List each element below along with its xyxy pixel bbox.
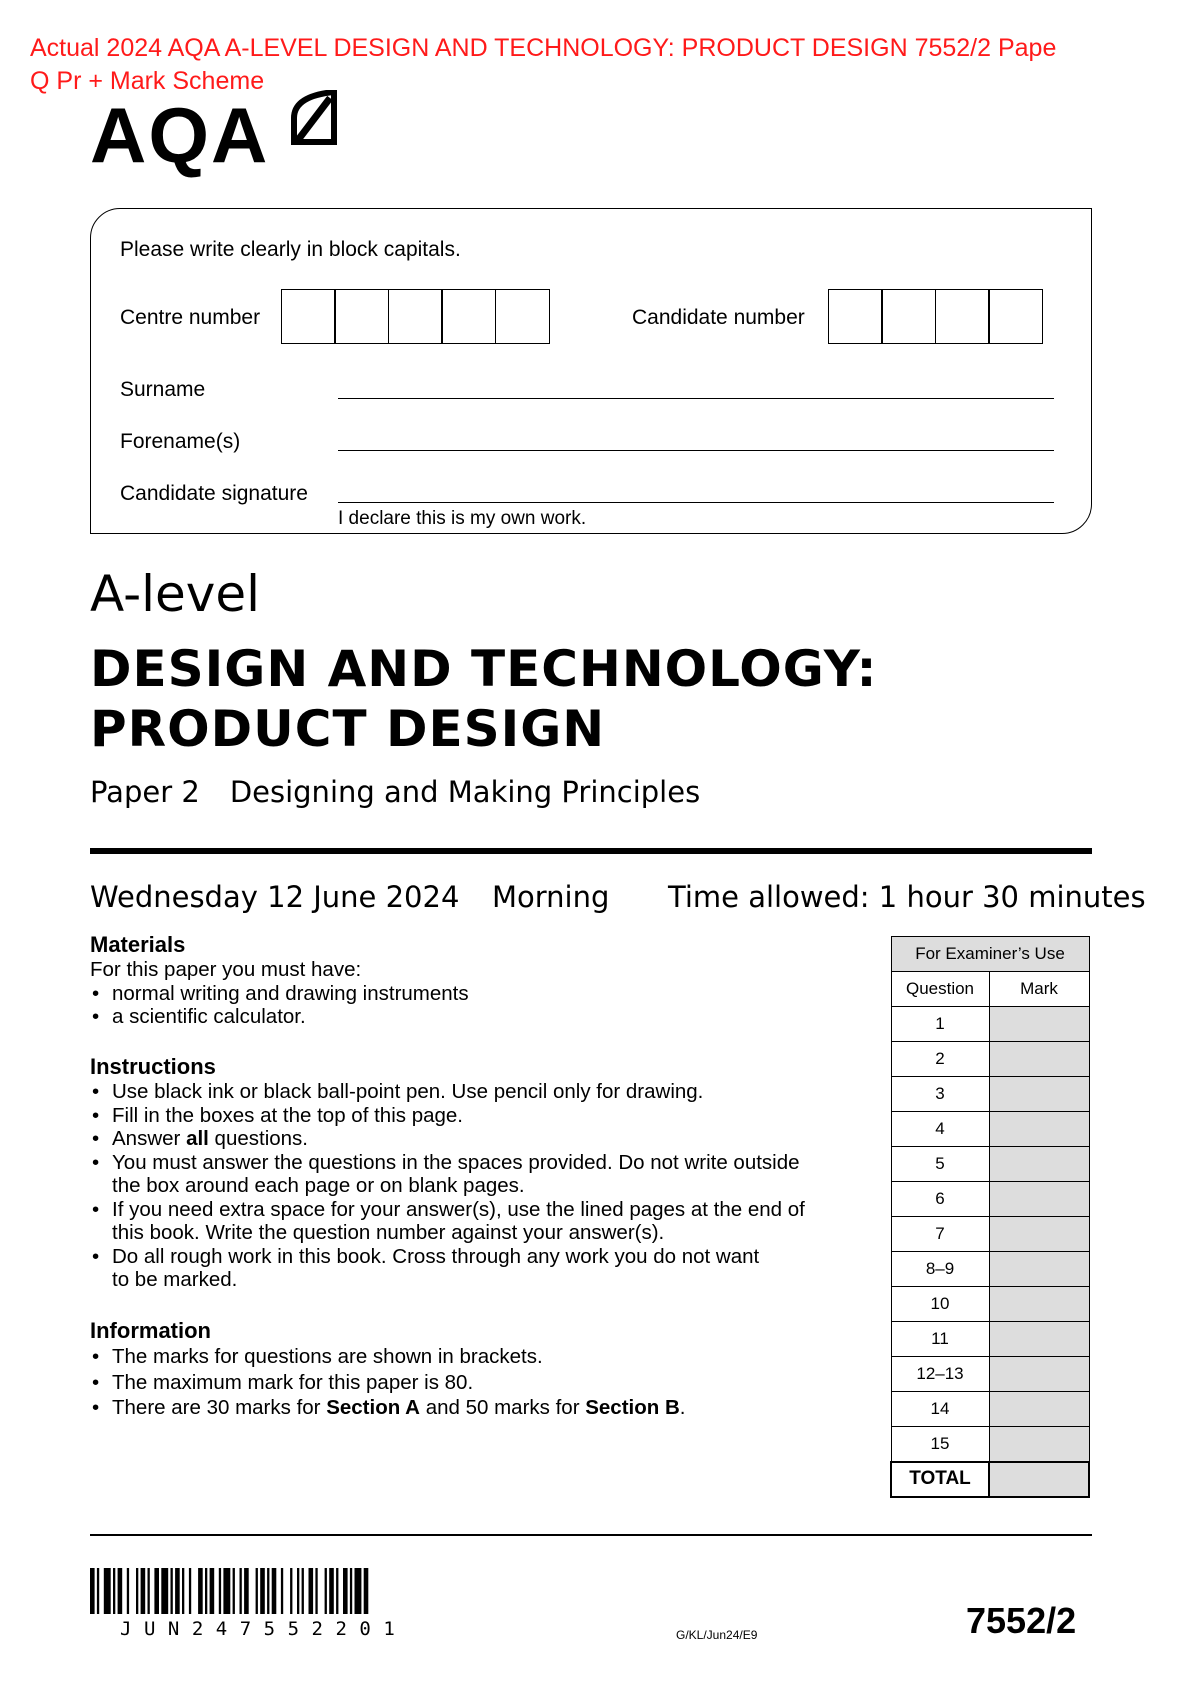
text-run: to be marked.: [112, 1268, 238, 1291]
barcode-icon: [90, 1568, 470, 1614]
text-run: this book. Write the question number against your answer(s).: [112, 1221, 665, 1244]
question-number: 5: [891, 1147, 989, 1182]
table-row: [891, 1077, 1089, 1112]
text-run-bold: Section A: [326, 1396, 420, 1419]
materials-heading: Materials: [90, 932, 186, 957]
total-row: [891, 1462, 1089, 1497]
text-run: Do all rough work in this book. Cross through any work you do not want: [112, 1244, 760, 1268]
candidate-digit-box[interactable]: [988, 289, 1043, 344]
list-item: • a scientific calculator.: [90, 1005, 870, 1029]
table-row: [891, 1287, 1089, 1322]
table-row: [891, 1252, 1089, 1287]
logo-leaf-icon: [290, 90, 338, 148]
signature-label: Candidate signature: [120, 482, 308, 505]
centre-digit-box[interactable]: [441, 289, 496, 344]
table-row: [891, 1007, 1089, 1042]
table-row: [891, 1147, 1089, 1182]
exam-level: A-level: [90, 565, 261, 623]
list-item: • The maximum mark for this paper is 80.: [90, 1370, 870, 1396]
candidate-digit-box[interactable]: [935, 289, 990, 344]
mark-cell: [989, 1392, 1089, 1427]
centre-number-boxes[interactable]: [282, 289, 550, 344]
text-run: Answer: [112, 1127, 187, 1150]
materials-list: [90, 982, 870, 1029]
mark-cell: [989, 1217, 1089, 1252]
centre-number-label: Centre number: [120, 306, 261, 329]
question-number: 1: [891, 1007, 989, 1042]
table-row: [891, 1042, 1089, 1077]
mark-cell: [989, 1357, 1089, 1392]
exam-title-line-2: PRODUCT DESIGN: [90, 700, 606, 758]
banner-line-2: Q Pr + Mark Scheme: [30, 67, 265, 95]
surname-field[interactable]: [338, 398, 1054, 399]
list-item: • normal writing and drawing instruments: [90, 982, 870, 1006]
table-row: [891, 1357, 1089, 1392]
materials-section: [90, 932, 870, 1029]
instructions-list: [90, 1080, 870, 1292]
text-run: If you need extra space for your answer(s), use the lined pages at the end of: [112, 1197, 805, 1221]
examiner-table-header: For Examiner’s Use: [891, 937, 1089, 972]
question-number: 3: [891, 1077, 989, 1112]
mark-cell: [989, 1322, 1089, 1357]
paper-number: Paper 2: [90, 775, 200, 809]
paper-heading: [90, 775, 700, 809]
question-number: 12–13: [891, 1357, 989, 1392]
question-column-header: Question: [891, 972, 989, 1007]
paper-code: 7552/2: [966, 1600, 1077, 1641]
table-row: [891, 1427, 1089, 1462]
text-run-bold: Section B: [585, 1396, 680, 1419]
question-number: 15: [891, 1427, 989, 1462]
paper-reference: G/KL/Jun24/E9: [676, 1628, 758, 1642]
exam-session: Morning: [492, 880, 610, 914]
mark-cell: [989, 1112, 1089, 1147]
barcode-text: JUN247552201: [120, 1618, 408, 1640]
list-item: • Use black ink or black ball-point pen. Use pencil only for drawing.: [90, 1080, 870, 1104]
declaration-text: I declare this is my own work.: [338, 508, 587, 529]
table-row: [891, 1217, 1089, 1252]
exam-date: Wednesday 12 June 2024: [90, 880, 460, 914]
aqa-logo: [90, 90, 350, 180]
document-banner: [30, 32, 1190, 98]
paper-title: Designing and Making Principles: [229, 775, 701, 809]
mark-column-header: Mark: [989, 972, 1089, 1007]
centre-digit-box[interactable]: [388, 289, 443, 344]
banner-line-1: Actual 2024 AQA A-LEVEL DESIGN AND TECHNOLOGY: PRODUCT DESIGN 7552/2 Pape: [30, 34, 1057, 62]
mark-cell: [989, 1077, 1089, 1112]
list-item: [90, 1198, 870, 1245]
logo-text: AQA: [90, 91, 270, 179]
question-number: 14: [891, 1392, 989, 1427]
list-item: [90, 1127, 870, 1151]
signature-field[interactable]: [338, 502, 1054, 503]
text-run: You must answer the questions in the spaces provided. Do not write outside: [112, 1150, 800, 1174]
question-number: 7: [891, 1217, 989, 1252]
mark-cell: [989, 1427, 1089, 1462]
total-mark-cell: [989, 1462, 1089, 1497]
list-item: [90, 1395, 870, 1421]
information-section: [90, 1318, 870, 1421]
instructions-section: [90, 1054, 870, 1292]
mark-cell: [989, 1252, 1089, 1287]
materials-intro: For this paper you must have:: [90, 958, 362, 981]
information-heading: Information: [90, 1318, 211, 1343]
time-allowed: Time allowed: 1 hour 30 minutes: [668, 880, 1146, 914]
question-number: 10: [891, 1287, 989, 1322]
question-number: 2: [891, 1042, 989, 1077]
candidate-digit-box[interactable]: [881, 289, 936, 344]
mark-cell: [989, 1287, 1089, 1322]
mark-cell: [989, 1007, 1089, 1042]
centre-digit-box[interactable]: [334, 289, 389, 344]
text-run: There are 30 marks for: [112, 1396, 327, 1419]
list-item: [90, 1151, 870, 1198]
mark-cell: [989, 1147, 1089, 1182]
exam-title-line-1: DESIGN AND TECHNOLOGY:: [90, 640, 878, 698]
total-label: TOTAL: [891, 1462, 989, 1497]
list-item: [90, 1245, 870, 1292]
question-number: 11: [891, 1322, 989, 1357]
text-run: questions.: [208, 1127, 309, 1150]
instructions-heading: Instructions: [90, 1054, 216, 1079]
candidate-number-label: Candidate number: [632, 306, 805, 329]
mark-cell: [989, 1182, 1089, 1217]
list-item: • Fill in the boxes at the top of this page.: [90, 1104, 870, 1128]
text-run: .: [679, 1396, 686, 1419]
information-list: [90, 1344, 870, 1421]
question-number: 8–9: [891, 1252, 989, 1287]
table-row: [891, 1322, 1089, 1357]
examiner-use-table: [890, 936, 1090, 1498]
centre-digit-box[interactable]: [281, 289, 336, 344]
forename-field[interactable]: [338, 450, 1054, 451]
mark-cell: [989, 1042, 1089, 1077]
footer-divider: [90, 1534, 1092, 1536]
text-run-bold: all: [186, 1127, 209, 1150]
surname-label: Surname: [120, 378, 206, 401]
table-row: [891, 1392, 1089, 1427]
candidate-digit-box[interactable]: [828, 289, 883, 344]
candidate-number-boxes[interactable]: [829, 289, 1043, 344]
text-run: the box around each page or on blank pages.: [112, 1174, 525, 1197]
form-intro: Please write clearly in block capitals.: [120, 238, 461, 261]
list-item: • The marks for questions are shown in brackets.: [90, 1344, 870, 1370]
title-divider: [90, 848, 1092, 854]
question-number: 6: [891, 1182, 989, 1217]
table-row: [891, 1112, 1089, 1147]
question-number: 4: [891, 1112, 989, 1147]
table-row: [891, 1182, 1089, 1217]
forename-label: Forename(s): [120, 430, 241, 453]
text-run: and 50 marks for: [420, 1396, 586, 1419]
centre-digit-box[interactable]: [495, 289, 550, 344]
